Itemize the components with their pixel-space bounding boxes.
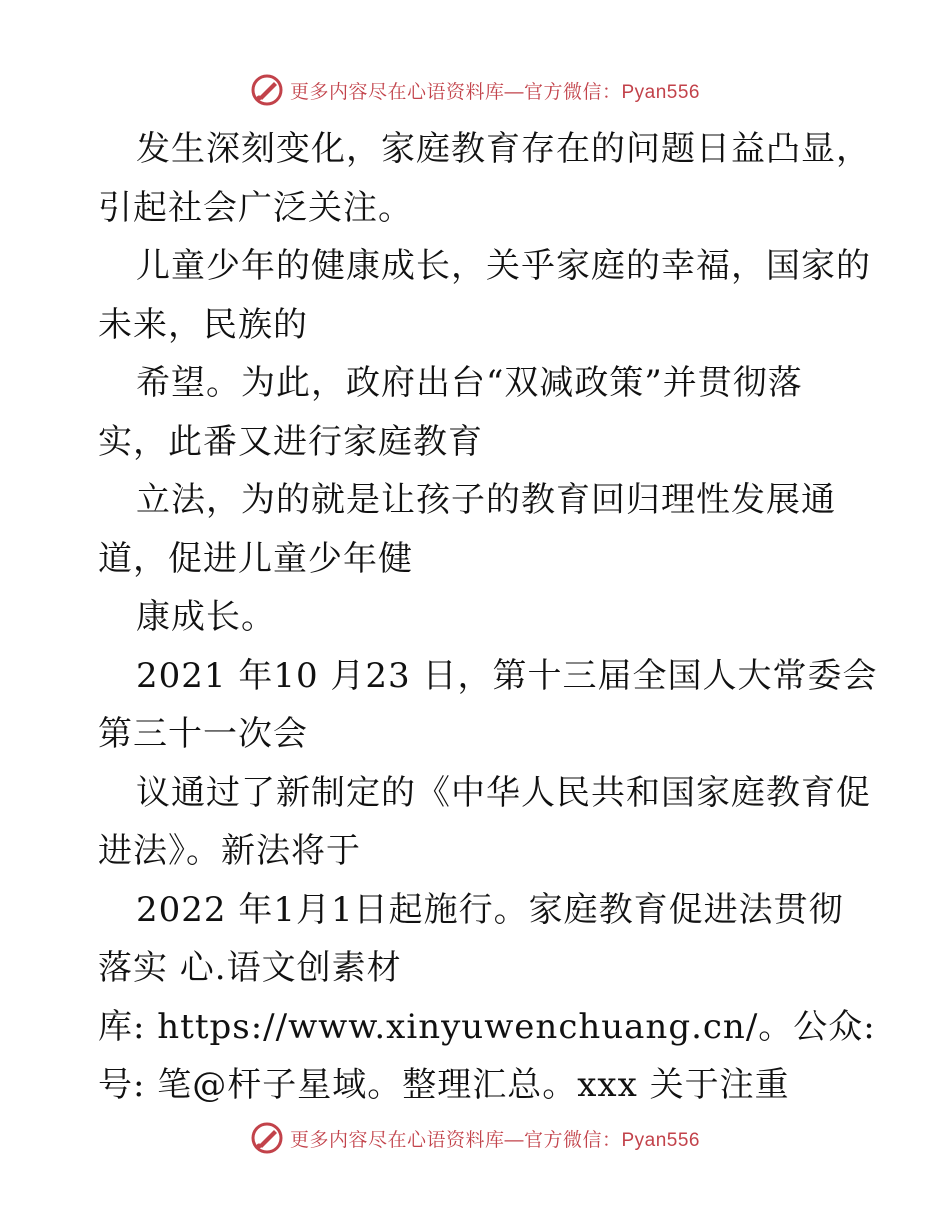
text-line: 发生深刻变化，家庭教育存在的问题日益凸显， (136, 129, 871, 169)
text-line: 库: https://www.xinyuwenchuang.cn/。公众: (98, 1006, 876, 1047)
text-line: 康成长。 (136, 597, 276, 637)
text-line: 立法，为的就是让孩子的教育回归理性发展通 (136, 480, 836, 520)
text-line: 儿童少年的健康成长，关乎家庭的幸福，国家的 (136, 246, 871, 286)
text-line: 2021 年10 月23 日，第十三届全国人大常委会 (136, 655, 878, 696)
brush-pen-logo-icon (250, 1121, 284, 1155)
text-line: 议通过了新制定的《中华人民共和国家庭教育促 (136, 772, 871, 813)
text-line: 道，促进儿童少年健 (98, 538, 413, 579)
text-line: 2022 年1月1日起施行。家庭教育促进法贯彻 (136, 889, 844, 930)
text-line: 进法》。新法将于 (98, 831, 361, 871)
text-line: 引起社会广泛关注。 (98, 187, 413, 228)
text-line: 实，此番又进行家庭教育 (98, 421, 483, 462)
footer-watermark-text: 更多内容尽在心语资料库—官方微信：Pyan556 (289, 1129, 700, 1151)
header-watermark (0, 70, 950, 110)
text-line: 落实 心.语文创素材 (98, 948, 402, 988)
brush-pen-logo-icon (250, 73, 284, 107)
text-line: 第三十一次会 (98, 714, 308, 754)
document-body (98, 120, 878, 1115)
text-line: 号: 笔@杆子星域。整理汇总。xxx 关于注重 (98, 1065, 790, 1105)
text-line: 希望。为此，政府出台“双减政策”并贯彻落 (136, 363, 803, 403)
footer-watermark (0, 1118, 950, 1158)
header-watermark-text: 更多内容尽在心语资料库—官方微信：Pyan556 (289, 81, 700, 103)
text-line: 未来，民族的 (98, 304, 308, 345)
